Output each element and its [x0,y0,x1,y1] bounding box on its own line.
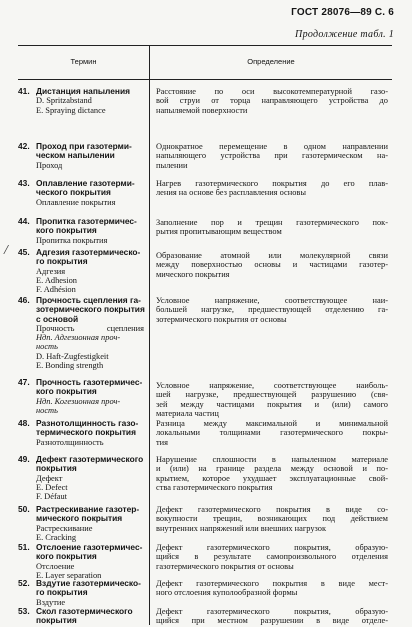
definition-line: шей нагрузке, предшествующей разрушению (свя- [156,390,388,400]
term-synonym: E. Cracking [36,532,77,542]
definition-line: Дефект газотермического покрытия в виде со- [156,505,388,514]
definition-line: между поверхностью основы и частицами газотер- [156,260,388,270]
term-cell [18,87,144,115]
term-name: ческом напылении [36,150,115,161]
term-number: 50. [18,504,30,514]
term-synonym: Пропитка покрытия [36,235,108,245]
definition-line: Образование атомной или молекулярной связи [156,251,388,260]
term-synonym: Дефект [36,473,63,483]
term-name: Скол газотермического [36,606,133,616]
term-name: го покрытия [36,256,88,267]
definition-line: Условное напряжение, соответствующее наиболь- [156,381,388,390]
term-name: ческого покрытия [36,187,111,198]
term-number: 47. [18,377,30,387]
definition-cell [156,579,388,598]
table-continuation-label: Продолжение табл. 1 [295,29,394,40]
definition-line: рытия пропитывающим веществом [156,227,282,237]
definition-cell [156,607,388,626]
terms-table [4,45,392,626]
definition-line: щийся в результате самопроизвольного отделения [156,552,388,562]
term-name: кого покрытия [36,225,97,236]
definition-cell [156,179,388,198]
term-synonym: F. Adhésion [36,285,76,295]
term-cell [18,179,144,207]
term-synonym: E. Layer separation [36,570,102,580]
definition-line: Заполнение пор и трещин газотермического пок- [156,218,388,227]
term-name: покрытия [36,463,77,474]
definition-cell [156,87,388,115]
term-synonym: Растрескивание [36,523,93,533]
term-name: Адгезия газотермическо- [36,247,141,257]
term-number: 51. [18,542,30,552]
term-name: мического покрытия [36,513,123,524]
term-synonym: E. Spraying dictance [36,105,106,115]
term-name: Вздутие газотермическо- [36,578,141,588]
term-synonym: F. Défaut [36,492,67,502]
definition-line: крытием, которое ухудшает эксплуатационные свой- [156,473,388,483]
definition-cell [156,218,388,237]
definition-line: Дефект газотермического покрытия, образую- [156,607,388,616]
table-top-rule [18,45,392,46]
page-header [0,0,412,50]
term-number: 41. [18,86,30,96]
term-name: Оплавление газотерми- [36,178,135,188]
term-synonym: ность [36,405,58,415]
definition-line: напыляющего устройства при газотермическом на- [156,151,388,161]
term-synonym: E. Bonding strength [36,361,104,371]
term-name: Разнотолщинность газо- [36,418,139,428]
definition-cell [156,543,388,571]
term-name: Проход при газотерми- [36,141,132,151]
definition-line: зей между частицами покрытия и (или) самого [156,399,388,409]
term-cell [18,607,144,626]
term-name: покрытия [36,615,77,626]
standard-code: ГОСТ 28076—89 С. 6 [291,7,394,18]
term-synonym: Оплавление покрытия [36,197,116,207]
term-cell [18,378,144,415]
term-name: Прочность газотермичес- [36,377,143,387]
term-name: Дистанция напыления [36,86,130,96]
term-synonym: E. Adhesion [36,275,77,285]
definition-line: Расстояние по оси высокотемпературной газо- [156,87,388,96]
term-synonym: Прочность сцепления [36,323,144,333]
definition-line: и (или) на границе раздела между основой и по- [156,464,388,474]
term-name: Дефект газотермического [36,454,144,464]
term-synonym: Адгезия [36,266,66,276]
definition-line: Однократное перемещение в одном направлении [156,142,388,151]
table-header-rule [18,79,392,80]
definition-line: внутренних напряжений или внешних нагрузок [156,523,327,533]
term-name: с основой [36,313,79,324]
definition-line: Разница между максимальной и минимальной [156,419,388,428]
definition-line: большей нагрузке, предшествующей отделению га- [156,305,388,315]
definition-line: ления на основе без расплавления основы [156,188,306,198]
term-number: 53. [18,606,30,616]
definition-line: Нарушение сплошности в напыленном материале [156,455,388,464]
term-number: 49. [18,454,30,464]
definition-line: вокупности трещин, возникающих под действием [156,514,388,524]
term-number: 46. [18,295,30,305]
term-synonym: Ндп. Адгезионная проч- [36,333,121,343]
definition-line: Нагрев газотермического покрытия до его плав- [156,179,388,188]
term-number: 52. [18,578,30,588]
term-name: зотермического покрытия [36,304,145,315]
definition-line: локальными толщинами газотермического покры- [156,428,388,438]
definition-cell [156,251,388,279]
term-number: 43. [18,178,30,188]
definition-line: зотермического покрытия от основы [156,314,287,324]
definition-cell [156,381,388,418]
column-divider [149,45,150,625]
term-cell [18,455,144,501]
definition-cell [156,296,388,324]
definition-line: вой струи от торца направляющего устройства до [156,96,388,106]
term-cell [4,243,144,295]
term-name: кого покрытия [36,551,97,562]
definition-line: щийся при местном разрушении в виде отделе- [156,616,388,626]
definition-cell [156,455,388,492]
definition-line: мического покрытия [156,269,230,279]
term-name: Пропитка газотермичес- [36,216,137,226]
term-name: Прочность сцепления га- [36,295,141,305]
term-number: 48. [18,418,30,428]
term-synonym: Разнотолщинность [36,437,104,447]
column-header-term: Термин [70,57,97,66]
term-synonym: D. Haft-Zugfestigkeit [36,351,109,361]
definition-line: Условное напряжение, соответствующее наи- [156,296,388,305]
term-name: Отслоение газотермичес- [36,542,143,552]
term-cell [18,217,144,245]
definition-line: ства газотермического покрытия [156,482,273,492]
definition-line: ного отслоения куполообразной формы [156,588,298,598]
definition-line: пылении [156,160,188,170]
definition-line: Дефект газотермического покрытия, образую- [156,543,388,552]
definition-line: тия [156,437,168,447]
term-name: Растрескивание газотер- [36,504,140,514]
handwritten-mark: / [4,243,8,258]
column-header-definition: Определение [247,57,295,66]
term-number: 44. [18,216,30,226]
term-synonym: E. Defect [36,482,68,492]
term-cell [18,296,144,370]
term-name: кого покрытия [36,386,97,397]
definition-line: газотермического покрытия от основы [156,561,294,571]
term-synonym: Вздутие [36,597,66,607]
definition-line: Дефект газотермического покрытия в виде мест- [156,579,388,588]
term-cell [18,419,144,447]
term-synonym: Отслоение [36,561,75,571]
term-name: го покрытия [36,587,88,598]
definition-cell [156,142,388,170]
definition-line: материала частиц [156,408,219,418]
term-number: 45. [18,247,30,257]
term-synonym: Ндп. Когезионная проч- [36,396,121,406]
definition-line: напыляемой поверхности [156,105,248,115]
term-cell [18,142,144,170]
term-synonym: Проход [36,160,63,170]
term-name: термического покрытия [36,427,136,438]
term-cell [18,543,144,580]
term-cell [18,505,144,542]
term-synonym: ность [36,342,58,352]
term-cell [18,579,144,607]
term-number: 42. [18,141,30,151]
definition-cell [156,505,388,533]
term-synonym: D. Spritzabstand [36,96,92,106]
definition-cell [156,419,388,447]
